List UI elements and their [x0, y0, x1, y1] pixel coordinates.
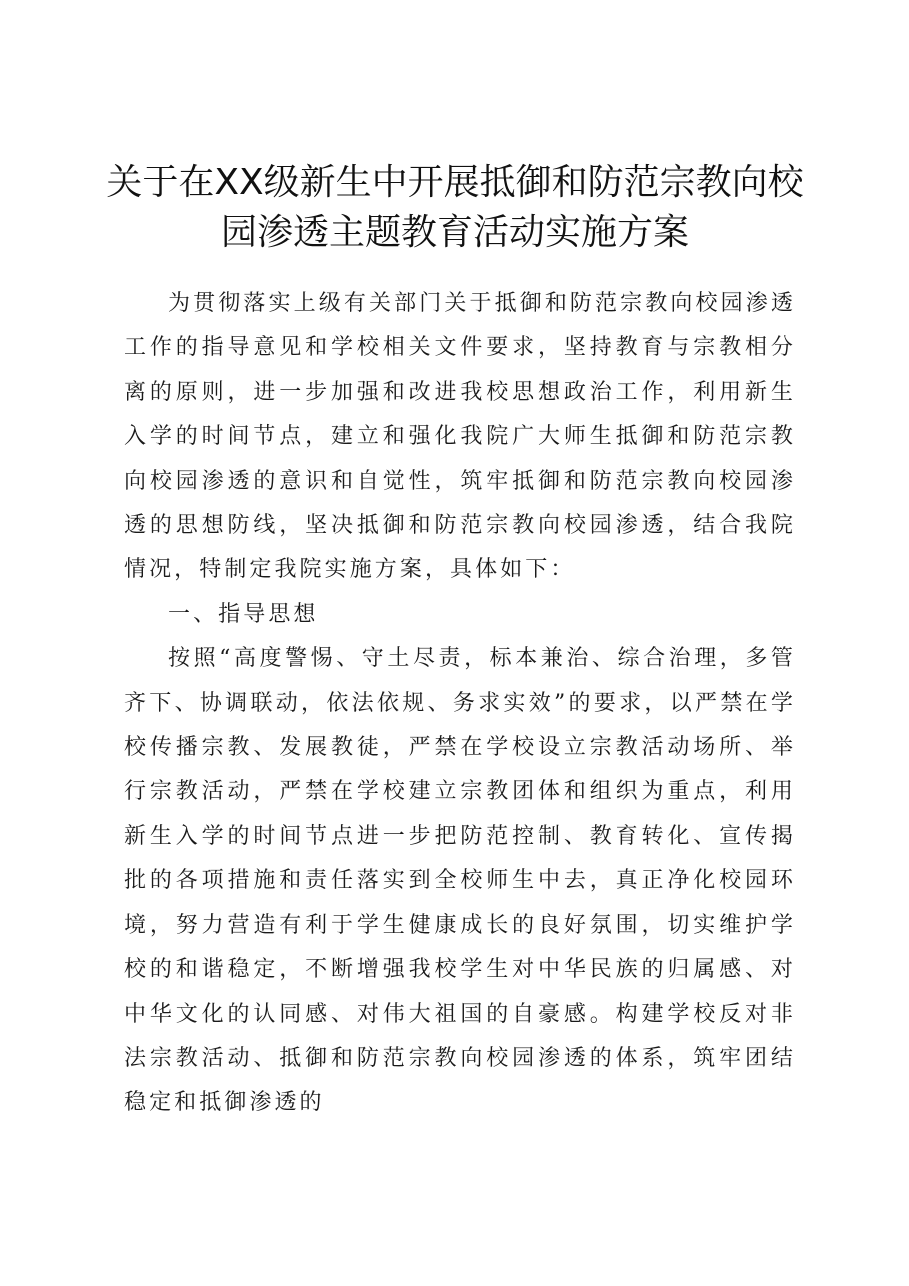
intro-paragraph: 为贯彻落实上级有关部门关于抵御和防范宗教向校园渗透工作的指导意见和学校相关文件要求，坚持教育与宗教相分离的原则，进一步加强和改进我校思想政治工作，利用新生入学的时间节点，建立和强化我院广大师生抵御和防范宗教向校园渗透的意识和自觉性，筑牢抵御和防范宗教向校园渗透的思想防线，坚决抵御和防范宗教向校园渗透，结合我院情况，特制定我院实施方案，具体如下：	[124, 291, 796, 583]
section-heading-guiding-ideology: 一、指导思想	[168, 601, 319, 627]
document-body	[124, 282, 796, 1126]
section-paragraph-guiding-ideology: 按照“高度警惕、守土尽责，标本兼治、综合治理，多管齐下、协调联动，依法依规、务求实效”的要求，以严禁在学校传播宗教、发展教徒，严禁在学校设立宗教活动场所、举行宗教活动，严禁在学校建立宗教团体和组织为重点，利用新生入学的时间节点进一步把防范控制、教育转化、宣传揭批的各项措施和责任落实到全校师生中去，真正净化校园环境，努力营造有利于学生健康成长的良好氛围，切实维护学校的和谐稳定，不断增强我校学生对中华民族的归属感、对中华文化的认同感、对伟大祖国的自豪感。构建学校反对非法宗教活动、抵御和防范宗教向校园渗透的体系，筑牢团结稳定和抵御渗透的	[124, 646, 796, 1116]
title-line-2: 园渗透主题教育活动实施方案	[220, 212, 689, 253]
document-title	[100, 158, 810, 258]
title-line-1: 关于在XX级新生中开展抵御和防范宗教向校	[106, 162, 804, 203]
